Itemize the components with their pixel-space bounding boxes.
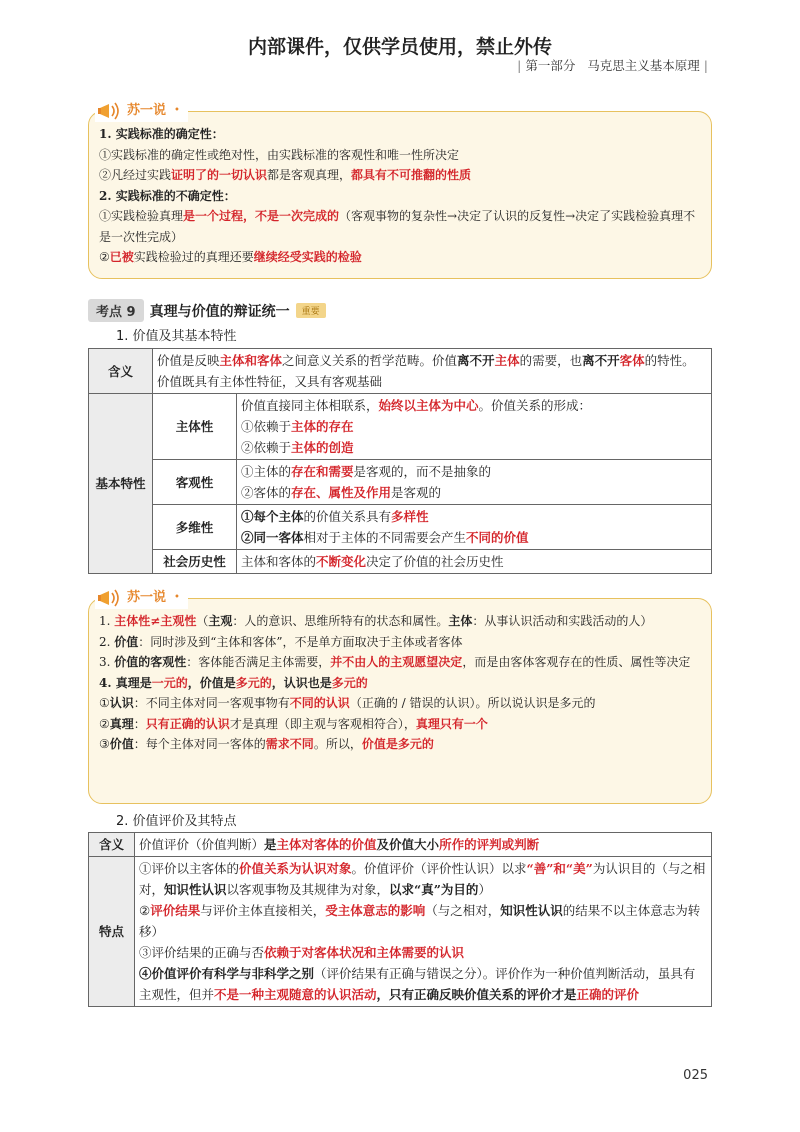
table-cell: 价值评价（价值判断）是主体对客体的价值及价值大小所作的评判或判断 bbox=[135, 833, 712, 857]
part-label: 第一部分 bbox=[525, 58, 576, 73]
box2-line3: 3. 价值的客观性：客体能否满足主体需要，并不由人的主观愿望决定，而是由客体客观存在的性质、属性等决定 bbox=[99, 655, 691, 669]
kaodian-heading bbox=[88, 299, 326, 322]
table-cell: 价值是反映主体和客体之间意义关系的哲学范畴。价值离不开主体的需要，也离不开客体的特性。价值既具有主体性特征，又具有客观基础 bbox=[153, 349, 712, 394]
table-row bbox=[89, 550, 712, 574]
table-row bbox=[89, 505, 712, 550]
row-header: 含义 bbox=[89, 349, 153, 394]
page-header-title: 内部课件，仅供学员使用，禁止外传 bbox=[247, 36, 552, 58]
tag-dots: • bbox=[174, 104, 182, 116]
megaphone-icon bbox=[97, 100, 123, 122]
box2-line5: ①认识：不同主体对同一客观事物有不同的认识（正确的 / 错误的认识）。所以说认识是多元的 bbox=[99, 696, 596, 710]
tag-dots: • bbox=[174, 591, 182, 603]
box1-line6: ②已被实践检验过的真理还要继续经受实践的检验 bbox=[99, 250, 362, 264]
table-cell: ①主体的存在和需要是客观的，而不是抽象的 ②客体的存在、属性及作用是客观的 bbox=[237, 460, 712, 505]
page-number: 025 bbox=[683, 1068, 708, 1083]
row-header: 基本特性 bbox=[89, 394, 153, 574]
note-box-1 bbox=[88, 102, 712, 279]
sub-header: 主体性 bbox=[153, 394, 237, 460]
section-heading-1: 1. 价值及其基本特性 bbox=[116, 329, 237, 344]
sub-header: 社会历史性 bbox=[153, 550, 237, 574]
box1-line1: 1. 实践标准的确定性： bbox=[99, 127, 224, 141]
box1-line5: ①实践检验真理是一个过程，不是一次完成的（客观事物的复杂性→决定了认识的反复性→决定了实践检验真理不是一次性完成） bbox=[99, 209, 696, 244]
note-box-tag bbox=[95, 100, 188, 122]
sub-header: 客观性 bbox=[153, 460, 237, 505]
kaodian-badge: 考点 9 bbox=[88, 299, 144, 322]
table-cell: 价值直接同主体相联系，始终以主体为中心。价值关系的形成： ①依赖于主体的存在 ②依赖于主体的创造 bbox=[237, 394, 712, 460]
box2-line7: ③价值：每个主体对同一客体的需求不同。所以，价值是多元的 bbox=[99, 737, 434, 751]
value-properties-table bbox=[88, 348, 712, 574]
box1-line2: ①实践标准的确定性或绝对性，由实践标准的客观性和唯一性所决定 bbox=[99, 147, 460, 162]
table-cell: 主体和客体的不断变化决定了价值的社会历史性 bbox=[237, 550, 712, 574]
box1-line3: ②凡经过实践证明了的一切认识都是客观真理，都具有不可推翻的性质 bbox=[99, 168, 472, 182]
note-box-tag bbox=[95, 587, 188, 609]
kaodian-title: 真理与价值的辩证统一 bbox=[149, 303, 290, 320]
note-box-label: 苏一说 bbox=[127, 102, 167, 118]
section-heading-2: 2. 价值评价及其特点 bbox=[116, 814, 237, 829]
importance-tag: 重要 bbox=[296, 303, 326, 318]
value-evaluation-table bbox=[88, 832, 712, 1007]
megaphone-icon bbox=[97, 587, 123, 609]
table-row bbox=[89, 394, 712, 460]
sub-header: 多维性 bbox=[153, 505, 237, 550]
box2-line1: 1. 主体性≠主观性（主观：人的意识、思维所特有的状态和属性。主体：从事认识活动和实践活动的人） bbox=[99, 614, 653, 628]
box2-line6: ②真理：只有正确的认识才是真理（即主观与客观相符合），真理只有一个 bbox=[99, 716, 488, 731]
table-row bbox=[89, 460, 712, 505]
row-header: 特点 bbox=[89, 857, 135, 1007]
note-box-2 bbox=[88, 589, 712, 804]
table-row bbox=[89, 857, 712, 1007]
box2-line4: 4. 真理是一元的，价值是多元的，认识也是多元的 bbox=[99, 675, 368, 690]
box2-line2: 2. 价值：同时涉及到“主体和客体”，不是单方面取决于主体或者客体 bbox=[99, 634, 463, 649]
table-cell: ①评价以主客体的价值关系为认识对象。价值评价（评价性认识）以求“善”和“美”为认识目的（与之相对，知识性认识以客观事物及其规律为对象，以求“真”为目的） ②评价结果与评价主体直接相关，受主体意志的影响（与之相对，知识性认识的结果不以主体意志为转移） ③评价结果的正确与否依赖于对客体状况和主体需要的认识 ④价值评价有科学与非科学之别（评价结果有正确与错误之分）。评价作为一种价值判断活动，虽具有主观性，但并不是一种主观随意的认识活动，只有正确反映价值关系的评价才是正确的评价 bbox=[135, 857, 712, 1007]
box1-line4: 2. 实践标准的不确定性： bbox=[99, 188, 236, 203]
note-box-label: 苏一说 bbox=[127, 589, 167, 605]
page-header-subtitle: | 第一部分 马克思主义基本原理 | bbox=[517, 58, 708, 73]
row-header: 含义 bbox=[89, 833, 135, 857]
table-row bbox=[89, 349, 712, 394]
subject-label: 马克思主义基本原理 bbox=[587, 58, 700, 73]
table-cell: ①每个主体的价值关系具有多样性 ②同一客体相对于主体的不同需要会产生不同的价值 bbox=[237, 505, 712, 550]
table-row bbox=[89, 833, 712, 857]
